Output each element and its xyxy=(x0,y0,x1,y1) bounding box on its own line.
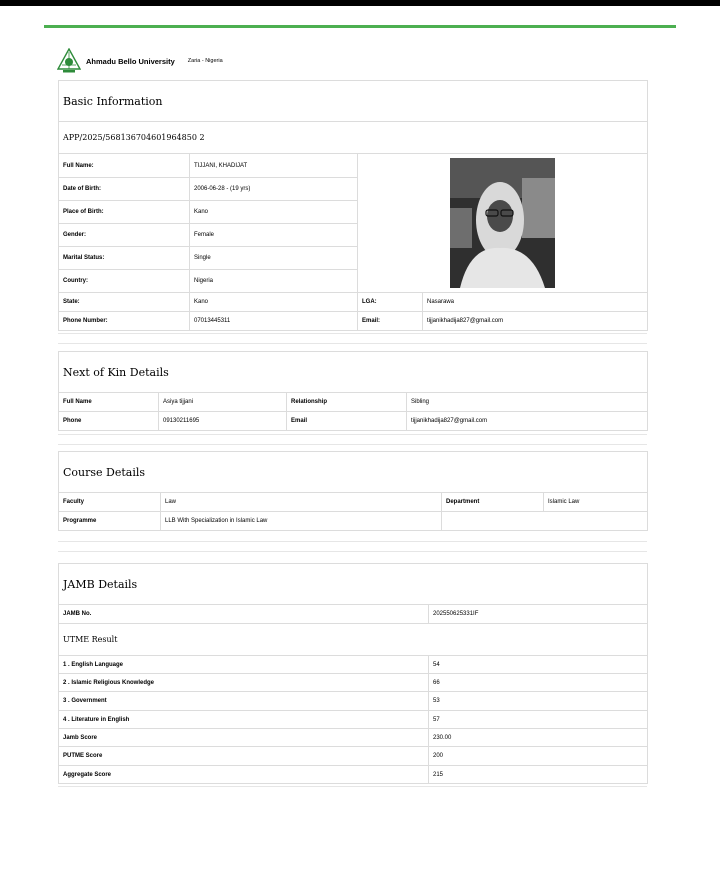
section-title: JAMB Details xyxy=(59,564,648,605)
faculty-label: Faculty xyxy=(59,493,161,512)
empty-cell xyxy=(442,512,648,531)
dob-label: Date of Birth: xyxy=(59,178,190,201)
jamb-number-value: 202550625331IF xyxy=(429,605,648,624)
full-name-value: TIJJANI, KHADIJAT xyxy=(190,154,358,178)
programme-value: LLB With Specialization in Islamic Law xyxy=(161,512,442,531)
course-details-section xyxy=(58,451,647,531)
university-name: Ahmadu Bello University xyxy=(86,56,175,66)
putme-score-value: 200 xyxy=(429,747,648,766)
marital-status-label: Marital Status: xyxy=(59,247,190,270)
marital-status-value: Single xyxy=(190,247,358,270)
subject-name: 4 . Literature in English xyxy=(59,711,429,729)
subject-name: 1 . English Language xyxy=(59,656,429,674)
aggregate-score-label: Aggregate Score xyxy=(59,766,429,784)
kin-email-value: tijjanikhadija827@gmail.com xyxy=(407,412,648,431)
state-label: State: xyxy=(59,293,190,312)
department-value: Islamic Law xyxy=(544,493,648,512)
kin-phone-label: Phone xyxy=(59,412,159,431)
department-label: Department xyxy=(442,493,544,512)
kin-name-label: Full Name xyxy=(59,393,159,412)
email-label: Email: xyxy=(358,312,423,331)
kin-relationship-label: Relationship xyxy=(287,393,407,412)
passport-photo-cell xyxy=(358,154,648,293)
section-divider xyxy=(58,333,647,344)
jamb-score-label: Jamb Score xyxy=(59,729,429,747)
subject-score: 54 xyxy=(429,656,648,674)
state-value: Kano xyxy=(190,293,358,312)
passport-photo xyxy=(450,158,555,288)
full-name-label: Full Name: xyxy=(59,154,190,178)
putme-score-label: PUTME Score xyxy=(59,747,429,766)
section-title: Basic Information xyxy=(59,81,648,122)
subject-score: 66 xyxy=(429,674,648,692)
lga-value: Nasarawa xyxy=(423,293,648,312)
accent-line xyxy=(44,25,676,28)
subject-name: 2 . Islamic Religious Knowledge xyxy=(59,674,429,692)
place-of-birth-value: Kano xyxy=(190,201,358,224)
programme-label: Programme xyxy=(59,512,161,531)
section-divider xyxy=(58,434,647,445)
top-black-bar xyxy=(0,0,720,6)
email-value: tijjanikhadija827@gmail.com xyxy=(423,312,648,331)
section-divider xyxy=(58,541,647,552)
application-id: APP/2025/568136704601964850 2 xyxy=(59,122,648,154)
gender-value: Female xyxy=(190,224,358,247)
phone-value: 07013445311 xyxy=(190,312,358,331)
next-of-kin-section xyxy=(58,351,647,431)
header xyxy=(57,48,223,74)
jamb-score-value: 230.00 xyxy=(429,729,648,747)
section-divider xyxy=(58,786,647,795)
subject-name: 3 . Government xyxy=(59,692,429,711)
lga-label: LGA: xyxy=(358,293,423,312)
country-value: Nigeria xyxy=(190,270,358,293)
faculty-value: Law xyxy=(161,493,442,512)
phone-label: Phone Number: xyxy=(59,312,190,331)
place-of-birth-label: Place of Birth: xyxy=(59,201,190,224)
kin-email-label: Email xyxy=(287,412,407,431)
kin-name-value: Asiya tijjani xyxy=(159,393,287,412)
section-title: Course Details xyxy=(59,452,648,493)
basic-information-section xyxy=(58,80,647,331)
aggregate-score-value: 215 xyxy=(429,766,648,784)
university-location: Zaria - Nigeria xyxy=(187,58,223,64)
subject-score: 57 xyxy=(429,711,648,729)
gender-label: Gender: xyxy=(59,224,190,247)
jamb-number-label: JAMB No. xyxy=(59,605,429,624)
dob-value: 2006-06-28 - (19 yrs) xyxy=(190,178,358,201)
subject-score: 53 xyxy=(429,692,648,711)
university-logo-icon xyxy=(57,48,81,74)
jamb-details-section xyxy=(58,563,647,784)
utme-result-title: UTME Result xyxy=(59,624,648,656)
country-label: Country: xyxy=(59,270,190,293)
kin-phone-value: 09130211695 xyxy=(159,412,287,431)
kin-relationship-value: Sibling xyxy=(407,393,648,412)
section-title: Next of Kin Details xyxy=(59,352,648,393)
